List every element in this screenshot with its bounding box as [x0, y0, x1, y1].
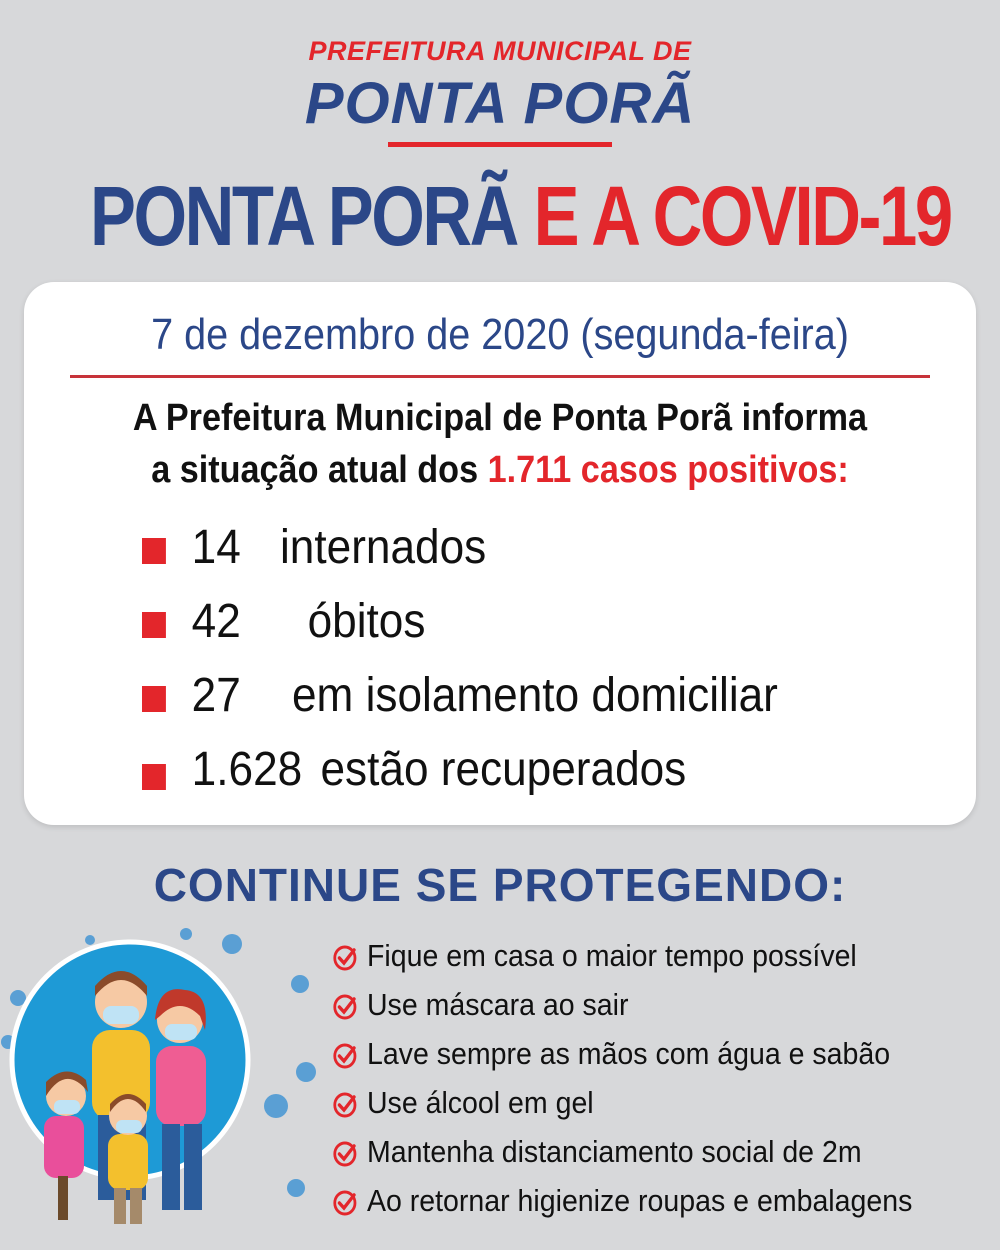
stats-card — [24, 282, 976, 825]
tip-text: Lave sempre as mãos com água e sabão — [366, 1036, 891, 1071]
red-square-icon — [142, 612, 166, 638]
tip-text: Fique em casa o maior tempo possível — [366, 938, 857, 973]
virus-icon — [85, 935, 95, 945]
red-square-icon — [142, 538, 166, 564]
virus-icon — [264, 1094, 288, 1118]
tip-text: Use álcool em gel — [366, 1085, 594, 1120]
header-prefeitura: PREFEITURA MUNICIPAL DE — [308, 36, 692, 66]
check-circle-icon — [332, 1189, 358, 1217]
info-line2-prefix: a situação atual dos — [151, 449, 479, 491]
date-underline — [70, 375, 930, 378]
main-title-part2: E A COVID-19 — [533, 169, 951, 263]
info-line2-highlight: 1.711 casos positivos: — [487, 449, 849, 491]
red-square-icon — [142, 764, 166, 790]
virus-icon — [222, 934, 242, 954]
check-circle-icon — [332, 1091, 358, 1119]
stat-label: óbitos — [307, 595, 426, 648]
virus-icon — [287, 1179, 305, 1197]
check-circle-icon — [332, 944, 358, 972]
info-line2 — [72, 444, 929, 496]
protect-title: CONTINUE SE PROTEGENDO: — [153, 859, 847, 911]
date-label: 7 de dezembro de 2020 (segunda-feira) — [151, 310, 849, 359]
virus-icon — [291, 975, 309, 993]
family-with-masks-illustration — [0, 920, 330, 1250]
check-circle-icon — [332, 1042, 358, 1070]
main-title-part1: PONTA PORÃ — [90, 169, 517, 263]
stat-number: 14 — [191, 521, 241, 574]
tip-text: Ao retornar higienize roupas e embalagens — [366, 1183, 913, 1218]
main-title — [90, 168, 951, 265]
virus-icon — [180, 928, 192, 940]
header-cidade: PONTA PORÃ — [304, 71, 696, 136]
info-text — [72, 392, 929, 496]
tip-text: Mantenha distanciamento social de 2m — [366, 1134, 862, 1169]
red-square-icon — [142, 686, 166, 712]
stat-label: internados — [280, 521, 487, 574]
stat-label: em isolamento domiciliar — [291, 669, 778, 722]
check-circle-icon — [332, 1140, 358, 1168]
virus-icon — [296, 1062, 316, 1082]
stat-number: 27 — [191, 669, 241, 722]
header-underline — [388, 142, 612, 147]
check-circle-icon — [332, 993, 358, 1021]
tip-text: Use máscara ao sair — [366, 987, 629, 1022]
stat-number: 1.628 — [191, 743, 303, 796]
stat-number: 42 — [191, 595, 241, 648]
info-line1: A Prefeitura Municipal de Ponta Porã informa — [132, 397, 868, 439]
stat-label: estão recuperados — [320, 743, 687, 796]
